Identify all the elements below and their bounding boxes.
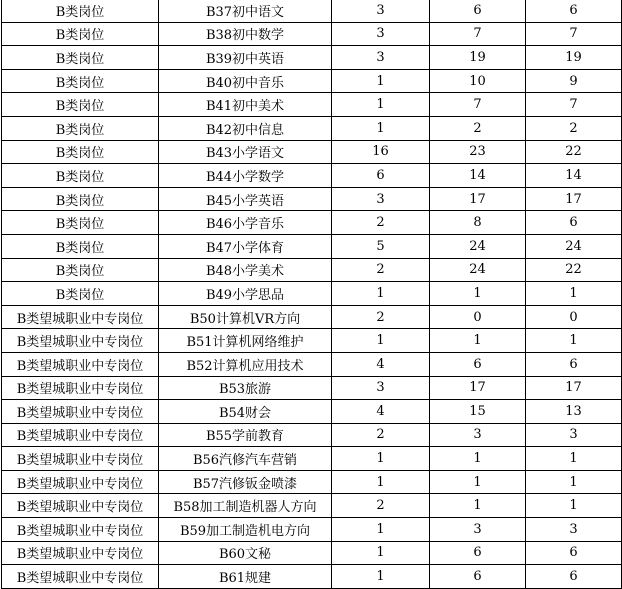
- table-row: [2, 164, 622, 188]
- qualified-cell: 6: [526, 565, 622, 589]
- category-cell: B类望城职业中专岗位: [2, 447, 159, 471]
- table-row: [2, 22, 622, 46]
- quota-cell: 3: [332, 0, 430, 22]
- applicants-cell: 8: [430, 211, 526, 235]
- table-row: [2, 423, 622, 447]
- table-row: [2, 400, 622, 424]
- quota-cell: 1: [332, 447, 430, 471]
- quota-cell: 1: [332, 282, 430, 306]
- table-row: [2, 211, 622, 235]
- qualified-cell: 22: [526, 258, 622, 282]
- qualified-cell: 0: [526, 305, 622, 329]
- quota-cell: 2: [332, 494, 430, 518]
- position-cell: B56汽修汽车营销: [159, 447, 332, 471]
- table-row: [2, 258, 622, 282]
- quota-cell: 1: [332, 565, 430, 589]
- position-cell: B55学前教育: [159, 423, 332, 447]
- qualified-cell: 1: [526, 282, 622, 306]
- table-row: [2, 494, 622, 518]
- quota-cell: 5: [332, 234, 430, 258]
- applicants-cell: 7: [430, 93, 526, 117]
- applicants-cell: 1: [430, 447, 526, 471]
- applicants-cell: 1: [430, 470, 526, 494]
- quota-cell: 16: [332, 140, 430, 164]
- applicants-cell: 6: [430, 541, 526, 565]
- category-cell: B类岗位: [2, 140, 159, 164]
- applicants-cell: 6: [430, 352, 526, 376]
- qualified-cell: 1: [526, 494, 622, 518]
- table-row: [2, 0, 622, 22]
- applicants-cell: 1: [430, 282, 526, 306]
- quota-cell: 2: [332, 211, 430, 235]
- category-cell: B类望城职业中专岗位: [2, 352, 159, 376]
- category-cell: B类岗位: [2, 234, 159, 258]
- category-cell: B类望城职业中专岗位: [2, 518, 159, 542]
- applicants-cell: 3: [430, 423, 526, 447]
- category-cell: B类望城职业中专岗位: [2, 565, 159, 589]
- position-cell: B57汽修钣金喷漆: [159, 470, 332, 494]
- category-cell: B类岗位: [2, 164, 159, 188]
- recruitment-table: [1, 0, 622, 589]
- category-cell: B类望城职业中专岗位: [2, 423, 159, 447]
- table-row: [2, 541, 622, 565]
- position-cell: B45小学英语: [159, 187, 332, 211]
- applicants-cell: 19: [430, 46, 526, 70]
- position-cell: B60文秘: [159, 541, 332, 565]
- table-row: [2, 140, 622, 164]
- applicants-cell: 23: [430, 140, 526, 164]
- qualified-cell: 3: [526, 423, 622, 447]
- category-cell: B类岗位: [2, 0, 159, 22]
- quota-cell: 1: [332, 93, 430, 117]
- position-cell: B61规建: [159, 565, 332, 589]
- table-row: [2, 305, 622, 329]
- applicants-cell: 1: [430, 329, 526, 353]
- qualified-cell: 6: [526, 211, 622, 235]
- category-cell: B类望城职业中专岗位: [2, 400, 159, 424]
- category-cell: B类岗位: [2, 211, 159, 235]
- applicants-cell: 15: [430, 400, 526, 424]
- position-cell: B54财会: [159, 400, 332, 424]
- quota-cell: 1: [332, 541, 430, 565]
- position-cell: B49小学思品: [159, 282, 332, 306]
- table-row: [2, 116, 622, 140]
- applicants-cell: 10: [430, 69, 526, 93]
- qualified-cell: 6: [526, 541, 622, 565]
- quota-cell: 1: [332, 116, 430, 140]
- category-cell: B类望城职业中专岗位: [2, 541, 159, 565]
- position-cell: B39初中英语: [159, 46, 332, 70]
- category-cell: B类岗位: [2, 22, 159, 46]
- quota-cell: 4: [332, 400, 430, 424]
- qualified-cell: 19: [526, 46, 622, 70]
- quota-cell: 1: [332, 69, 430, 93]
- position-cell: B52计算机应用技术: [159, 352, 332, 376]
- position-cell: B48小学美术: [159, 258, 332, 282]
- applicants-cell: 3: [430, 518, 526, 542]
- applicants-cell: 0: [430, 305, 526, 329]
- qualified-cell: 9: [526, 69, 622, 93]
- table-row: [2, 234, 622, 258]
- table-row: [2, 93, 622, 117]
- applicants-cell: 2: [430, 116, 526, 140]
- qualified-cell: 3: [526, 518, 622, 542]
- category-cell: B类望城职业中专岗位: [2, 329, 159, 353]
- quota-cell: 3: [332, 22, 430, 46]
- category-cell: B类岗位: [2, 69, 159, 93]
- table-row: [2, 282, 622, 306]
- applicants-cell: 7: [430, 22, 526, 46]
- category-cell: B类岗位: [2, 116, 159, 140]
- quota-cell: 2: [332, 258, 430, 282]
- position-cell: B41初中美术: [159, 93, 332, 117]
- applicants-cell: 24: [430, 234, 526, 258]
- qualified-cell: 7: [526, 22, 622, 46]
- position-cell: B47小学体育: [159, 234, 332, 258]
- table-row: [2, 447, 622, 471]
- table-row: [2, 565, 622, 589]
- qualified-cell: 22: [526, 140, 622, 164]
- qualified-cell: 2: [526, 116, 622, 140]
- table-row: [2, 352, 622, 376]
- quota-cell: 3: [332, 187, 430, 211]
- table-row: [2, 187, 622, 211]
- table-row: [2, 518, 622, 542]
- position-cell: B58加工制造机器人方向: [159, 494, 332, 518]
- qualified-cell: 1: [526, 447, 622, 471]
- applicants-cell: 1: [430, 494, 526, 518]
- table-row: [2, 470, 622, 494]
- table-row: [2, 46, 622, 70]
- category-cell: B类岗位: [2, 258, 159, 282]
- qualified-cell: 17: [526, 187, 622, 211]
- applicants-cell: 14: [430, 164, 526, 188]
- table-body: [2, 0, 622, 588]
- category-cell: B类岗位: [2, 46, 159, 70]
- applicants-cell: 17: [430, 376, 526, 400]
- position-cell: B53旅游: [159, 376, 332, 400]
- position-cell: B46小学音乐: [159, 211, 332, 235]
- applicants-cell: 6: [430, 0, 526, 22]
- quota-cell: 2: [332, 305, 430, 329]
- position-cell: B42初中信息: [159, 116, 332, 140]
- category-cell: B类望城职业中专岗位: [2, 494, 159, 518]
- applicants-cell: 24: [430, 258, 526, 282]
- table-row: [2, 329, 622, 353]
- table-row: [2, 376, 622, 400]
- qualified-cell: 1: [526, 470, 622, 494]
- category-cell: B类望城职业中专岗位: [2, 305, 159, 329]
- position-cell: B43小学语文: [159, 140, 332, 164]
- quota-cell: 1: [332, 518, 430, 542]
- qualified-cell: 13: [526, 400, 622, 424]
- qualified-cell: 6: [526, 0, 622, 22]
- qualified-cell: 1: [526, 329, 622, 353]
- category-cell: B类岗位: [2, 93, 159, 117]
- category-cell: B类岗位: [2, 282, 159, 306]
- quota-cell: 2: [332, 423, 430, 447]
- table-row: [2, 69, 622, 93]
- category-cell: B类望城职业中专岗位: [2, 376, 159, 400]
- quota-cell: 6: [332, 164, 430, 188]
- applicants-cell: 17: [430, 187, 526, 211]
- qualified-cell: 24: [526, 234, 622, 258]
- qualified-cell: 14: [526, 164, 622, 188]
- position-cell: B40初中音乐: [159, 69, 332, 93]
- category-cell: B类岗位: [2, 187, 159, 211]
- qualified-cell: 7: [526, 93, 622, 117]
- position-cell: B37初中语文: [159, 0, 332, 22]
- quota-cell: 1: [332, 329, 430, 353]
- quota-cell: 3: [332, 46, 430, 70]
- quota-cell: 4: [332, 352, 430, 376]
- applicants-cell: 6: [430, 565, 526, 589]
- category-cell: B类望城职业中专岗位: [2, 470, 159, 494]
- position-cell: B51计算机网络维护: [159, 329, 332, 353]
- position-cell: B59加工制造机电方向: [159, 518, 332, 542]
- qualified-cell: 17: [526, 376, 622, 400]
- position-cell: B44小学数学: [159, 164, 332, 188]
- quota-cell: 1: [332, 470, 430, 494]
- position-cell: B38初中数学: [159, 22, 332, 46]
- qualified-cell: 6: [526, 352, 622, 376]
- quota-cell: 3: [332, 376, 430, 400]
- position-cell: B50计算机VR方向: [159, 305, 332, 329]
